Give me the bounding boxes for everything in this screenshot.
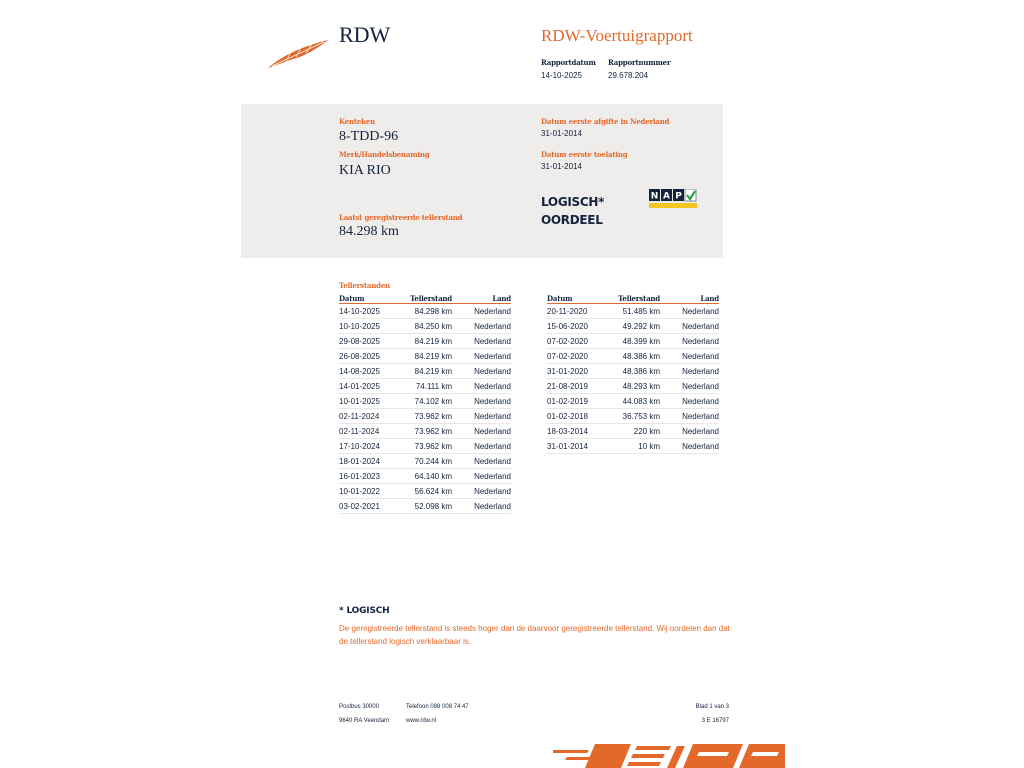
- report-number-label: Rapportnummer: [608, 58, 671, 67]
- cell-date: 17-10-2024: [339, 439, 399, 454]
- last-reading-label: Laatst geregistreerde tellerstand: [339, 213, 463, 222]
- first-admission-value: 31-01-2014: [541, 162, 582, 171]
- col-header-country: Land: [660, 293, 719, 304]
- cell-reading: 73.962 km: [399, 439, 452, 454]
- col-header-date: Datum: [339, 293, 399, 304]
- table-row: [547, 439, 719, 454]
- cell-date: 02-11-2024: [339, 424, 399, 439]
- cell-date: 29-08-2025: [339, 334, 399, 349]
- cell-reading: 48.293 km: [607, 379, 660, 394]
- cell-date: 01-02-2019: [547, 394, 607, 409]
- table-row: [339, 499, 511, 514]
- readings-table-left: [339, 293, 511, 514]
- cell-country: Nederland: [660, 379, 719, 394]
- cell-date: 31-01-2020: [547, 364, 607, 379]
- cell-country: Nederland: [660, 409, 719, 424]
- cell-reading: 73.962 km: [399, 409, 452, 424]
- table-row: [339, 319, 511, 334]
- table-row: [339, 364, 511, 379]
- footnote-title: * LOGISCH: [339, 606, 390, 616]
- table-row: [339, 454, 511, 469]
- nap-check-icon: [649, 189, 697, 209]
- cell-reading: 84.219 km: [399, 364, 452, 379]
- cell-reading: 44.083 km: [607, 394, 660, 409]
- first-admission-label: Datum eerste toelating: [541, 150, 628, 159]
- cell-reading: 84.219 km: [399, 334, 452, 349]
- vehicle-summary-band: [241, 104, 723, 258]
- cell-country: Nederland: [660, 424, 719, 439]
- cell-date: 10-10-2025: [339, 319, 399, 334]
- cell-reading: 64.140 km: [399, 469, 452, 484]
- cell-country: Nederland: [660, 394, 719, 409]
- table-row: [547, 334, 719, 349]
- cell-country: Nederland: [452, 469, 511, 484]
- cell-date: 26-08-2025: [339, 349, 399, 364]
- table-header-row: [339, 293, 511, 304]
- cell-country: Nederland: [452, 364, 511, 379]
- table-row: [339, 304, 511, 319]
- footer-code: 3 E 16797: [701, 718, 729, 724]
- table-row: [339, 394, 511, 409]
- table-row: [339, 469, 511, 484]
- cell-country: Nederland: [660, 439, 719, 454]
- table-row: [339, 409, 511, 424]
- footer-address-1: Postbus 30000: [339, 704, 380, 710]
- make-value: KIA RIO: [339, 163, 391, 178]
- col-header-date: Datum: [547, 293, 607, 304]
- cell-reading: 74.111 km: [399, 379, 452, 394]
- cell-date: 01-02-2018: [547, 409, 607, 424]
- report-number-value: 29.678.204: [608, 71, 649, 80]
- cell-date: 03-02-2021: [339, 499, 399, 514]
- cell-country: Nederland: [452, 439, 511, 454]
- brand-name: RDW: [339, 22, 391, 47]
- cell-date: 02-11-2024: [339, 409, 399, 424]
- band-notch: [241, 248, 301, 258]
- cell-date: 18-03-2014: [547, 424, 607, 439]
- cell-reading: 84.298 km: [399, 304, 452, 319]
- cell-date: 07-02-2020: [547, 349, 607, 364]
- table-row: [547, 319, 719, 334]
- report-date: [541, 58, 596, 80]
- table-row: [339, 379, 511, 394]
- cell-country: Nederland: [660, 319, 719, 334]
- footer-address-2: 9640 RA Veendam: [339, 718, 390, 724]
- footer-web[interactable]: www.rdw.nl: [406, 718, 437, 724]
- readings-title: Tellerstanden: [339, 281, 390, 290]
- cell-reading: 74.102 km: [399, 394, 452, 409]
- report-date-label: Rapportdatum: [541, 58, 596, 67]
- footer-phone: Telefoon 088 008 74 47: [406, 704, 469, 710]
- cell-country: Nederland: [452, 454, 511, 469]
- cell-country: Nederland: [660, 304, 719, 319]
- cell-reading: 70.244 km: [399, 454, 452, 469]
- col-header-reading: Tellerstand: [607, 293, 660, 304]
- table-row: [339, 334, 511, 349]
- last-reading-value: 84.298 km: [339, 224, 399, 239]
- col-header-country: Land: [452, 293, 511, 304]
- cell-date: 07-02-2020: [547, 334, 607, 349]
- cell-date: 10-01-2025: [339, 394, 399, 409]
- cell-reading: 84.250 km: [399, 319, 452, 334]
- cell-reading: 220 km: [607, 424, 660, 439]
- cell-reading: 48.399 km: [607, 334, 660, 349]
- nap-letter-p: P: [675, 191, 682, 202]
- cell-country: Nederland: [452, 379, 511, 394]
- cell-country: Nederland: [452, 394, 511, 409]
- cell-reading: 51.485 km: [607, 304, 660, 319]
- cell-reading: 10 km: [607, 439, 660, 454]
- cell-country: Nederland: [660, 364, 719, 379]
- cell-date: 14-01-2025: [339, 379, 399, 394]
- table-row: [547, 304, 719, 319]
- cell-country: Nederland: [452, 484, 511, 499]
- cell-country: Nederland: [452, 424, 511, 439]
- table-row: [547, 424, 719, 439]
- cell-date: 14-08-2025: [339, 364, 399, 379]
- cell-country: Nederland: [452, 304, 511, 319]
- table-row: [339, 424, 511, 439]
- cell-date: 10-01-2022: [339, 484, 399, 499]
- cell-date: 16-01-2023: [339, 469, 399, 484]
- plate-label: Kenteken: [339, 117, 375, 126]
- cell-reading: 48.386 km: [607, 364, 660, 379]
- cell-reading: 52.098 km: [399, 499, 452, 514]
- report-number: [608, 58, 670, 80]
- nap-letter-a: A: [663, 191, 670, 202]
- cell-reading: 73.962 km: [399, 424, 452, 439]
- report-date-value: 14-10-2025: [541, 71, 582, 80]
- verdict-line-1: LOGISCH*: [541, 195, 605, 209]
- cell-date: 31-01-2014: [547, 439, 607, 454]
- first-nl-value: 31-01-2014: [541, 129, 582, 138]
- plate-value: 8-TDD-96: [339, 129, 399, 144]
- rdw-feather-icon: [266, 36, 330, 70]
- col-header-reading: Tellerstand: [399, 293, 452, 304]
- cell-country: Nederland: [452, 319, 511, 334]
- cell-date: 15-06-2020: [547, 319, 607, 334]
- cell-reading: 48.386 km: [607, 349, 660, 364]
- report-title: RDW-Voertuigrapport: [541, 26, 693, 45]
- table-header-row: [547, 293, 719, 304]
- cell-country: Nederland: [660, 334, 719, 349]
- cell-country: Nederland: [452, 409, 511, 424]
- make-label: Merk/Handelsbenaming: [339, 150, 430, 159]
- cell-country: Nederland: [452, 334, 511, 349]
- table-row: [547, 409, 719, 424]
- rdw-stripes-icon: [553, 744, 785, 768]
- table-row: [339, 484, 511, 499]
- footnote-text: De geregistreerde tellerstand is steeds hoger dan de daarvoor geregistreerde tellerstand. Wij oordelen dan dat de tellerstand logisch verklaarbaar is.: [339, 624, 730, 646]
- cell-country: Nederland: [452, 499, 511, 514]
- nap-letter-n: N: [650, 191, 659, 202]
- cell-date: 21-08-2019: [547, 379, 607, 394]
- cell-country: Nederland: [452, 349, 511, 364]
- cell-date: 20-11-2020: [547, 304, 607, 319]
- cell-reading: 56.624 km: [399, 484, 452, 499]
- readings-table-right: [547, 293, 719, 454]
- cell-reading: 49.292 km: [607, 319, 660, 334]
- cell-country: Nederland: [660, 349, 719, 364]
- table-row: [547, 379, 719, 394]
- footer-page: Blad 1 van 3: [695, 704, 729, 710]
- cell-reading: 36.753 km: [607, 409, 660, 424]
- table-row: [547, 394, 719, 409]
- cell-reading: 84.219 km: [399, 349, 452, 364]
- table-row: [547, 349, 719, 364]
- first-nl-label: Datum eerste afgifte in Nederland: [541, 117, 670, 126]
- table-row: [547, 364, 719, 379]
- table-row: [339, 439, 511, 454]
- table-row: [339, 349, 511, 364]
- cell-date: 18-01-2024: [339, 454, 399, 469]
- cell-date: 14-10-2025: [339, 304, 399, 319]
- odometer-verdict: [541, 193, 604, 229]
- verdict-line-2: OORDEEL: [541, 213, 603, 227]
